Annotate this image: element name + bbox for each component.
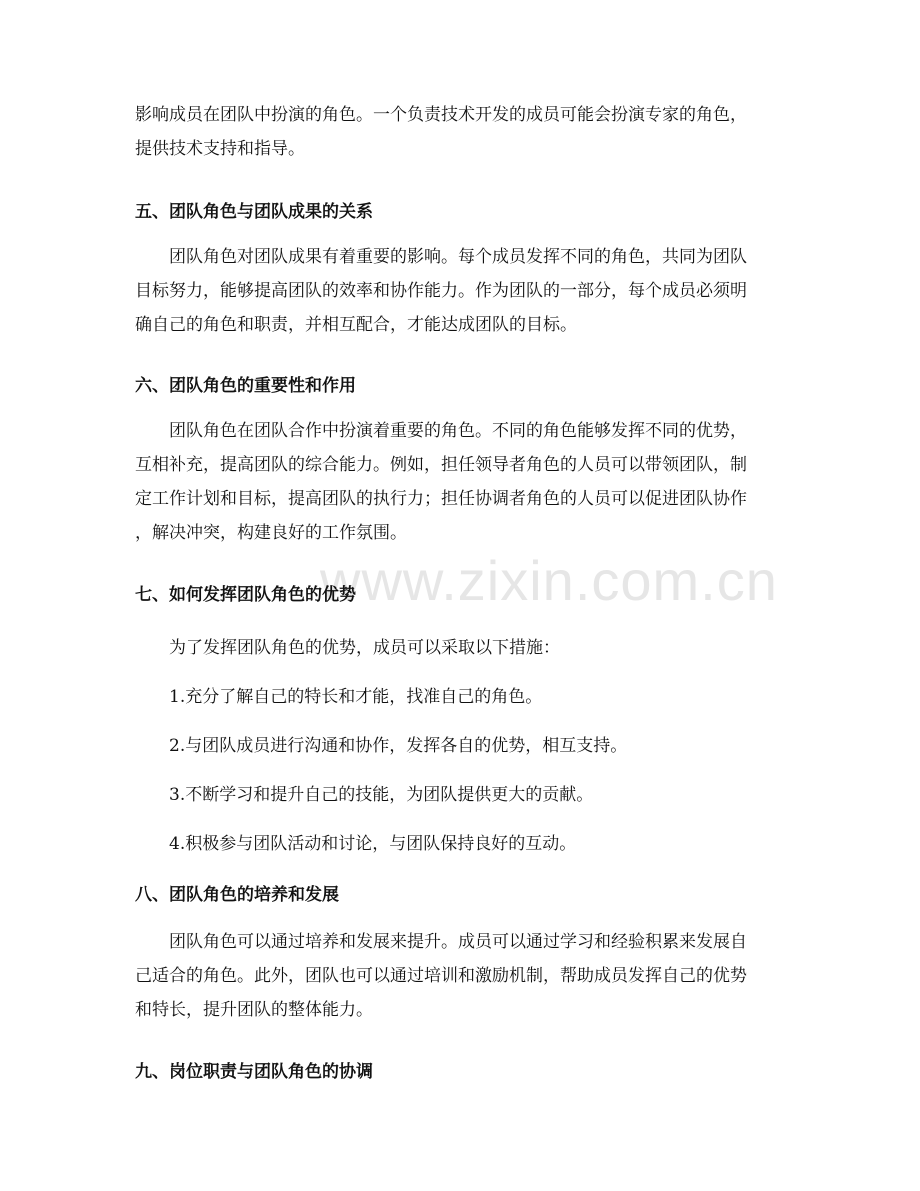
watermark-text: www.zixin.com.cn — [320, 549, 778, 612]
paragraph-line: 确自己的角色和职责，并相互配合，才能达成团队的目标。 — [135, 315, 577, 335]
paragraph-line: 团队角色可以通过培养和发展来提升。成员可以通过学习和经验积累来发展自 — [169, 932, 747, 952]
paragraph-line: ，解决冲突，构建良好的工作氛围。 — [135, 523, 407, 543]
section-heading-6: 六、团队角色的重要性和作用 — [135, 376, 356, 396]
section-heading-9: 九、岗位职责与团队角色的协调 — [135, 1062, 373, 1082]
paragraph-line: 和特长，提升团队的整体能力。 — [135, 1000, 373, 1020]
section-heading-7: 七、如何发挥团队角色的优势 — [135, 585, 356, 605]
paragraph-line: 提供技术支持和指导。 — [135, 139, 305, 159]
paragraph-line: 己适合的角色。此外，团队也可以通过培训和激励机制，帮助成员发挥自己的优势 — [135, 966, 747, 986]
section-7-intro: 为了发挥团队角色的优势，成员可以采取以下措施： — [169, 638, 560, 658]
list-item: 2.与团队成员进行沟通和协作，发挥各自的优势，相互支持。 — [169, 736, 628, 756]
paragraph-line: 团队角色对团队成果有着重要的影响。每个成员发挥不同的角色，共同为团队 — [169, 247, 747, 267]
intro-paragraph — [135, 98, 790, 166]
paragraph-line: 互相补充，提高团队的综合能力。例如，担任领导者角色的人员可以带领团队，制 — [135, 455, 747, 475]
section-6-paragraph — [135, 414, 790, 550]
paragraph-line: 目标努力，能够提高团队的效率和协作能力。作为团队的一部分，每个成员必须明 — [135, 281, 747, 301]
list-item: 4.积极参与团队活动和讨论，与团队保持良好的互动。 — [169, 834, 577, 854]
paragraph-line: 影响成员在团队中扮演的角色。一个负责技术开发的成员可能会扮演专家的角色， — [135, 105, 747, 125]
section-heading-5: 五、团队角色与团队成果的关系 — [135, 202, 373, 222]
section-8-paragraph — [135, 925, 790, 1027]
list-item: 1.充分了解自己的特长和才能，找准自己的角色。 — [169, 687, 543, 707]
list-item: 3.不断学习和提升自己的技能，为团队提供更大的贡献。 — [169, 785, 594, 805]
paragraph-line: 团队角色在团队合作中扮演着重要的角色。不同的角色能够发挥不同的优势， — [169, 421, 747, 441]
section-heading-8: 八、团队角色的培养和发展 — [135, 885, 339, 905]
section-5-paragraph — [135, 240, 790, 342]
paragraph-line: 定工作计划和目标，提高团队的执行力；担任协调者角色的人员可以促进团队协作 — [135, 489, 747, 509]
